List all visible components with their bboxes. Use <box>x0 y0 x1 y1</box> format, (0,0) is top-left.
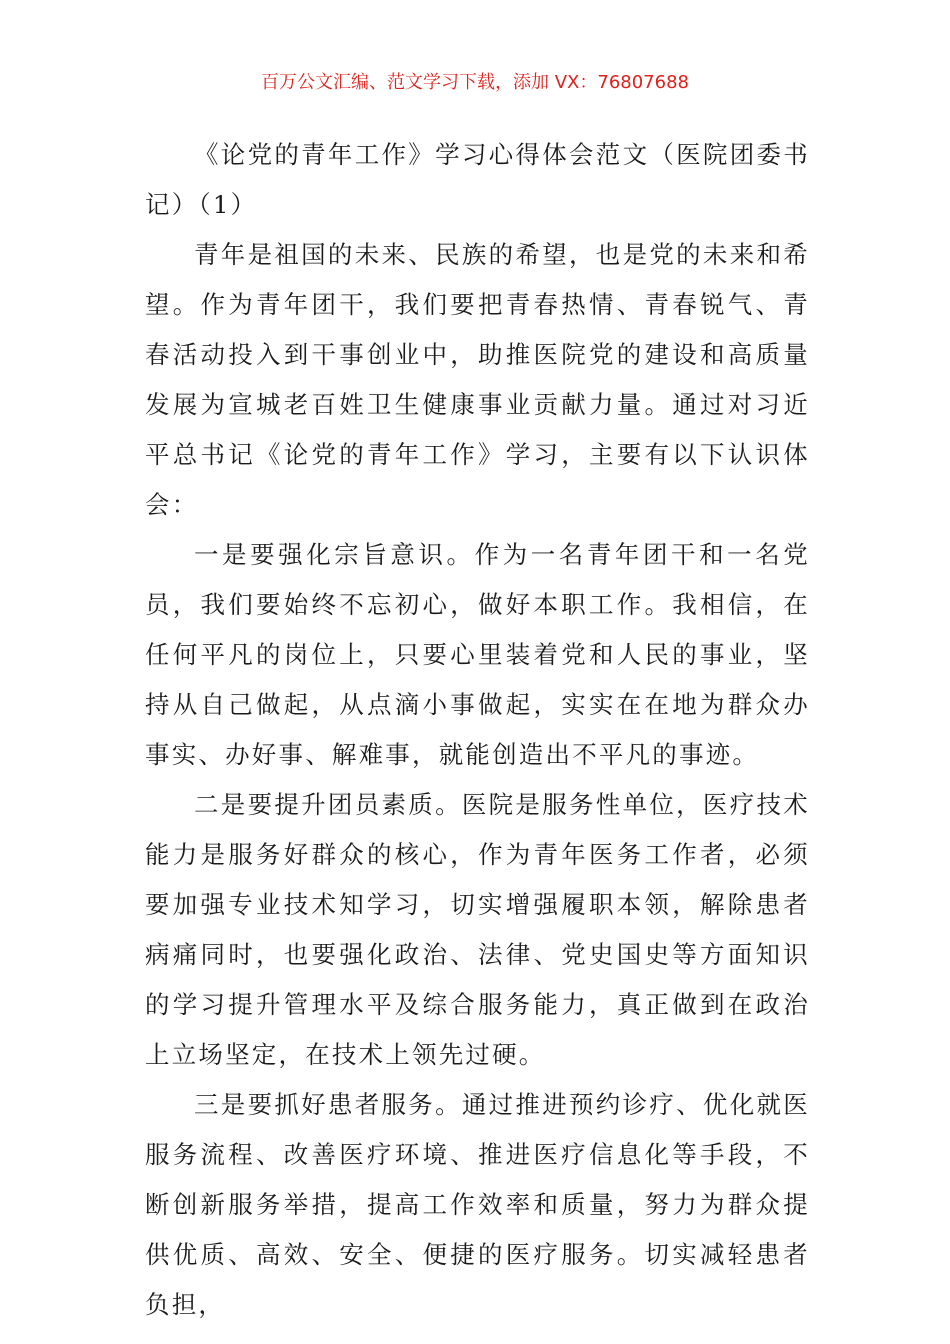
paragraph-point-two: 二是要提升团员素质。医院是服务性单位，医疗技术能力是服务好群众的核心，作为青年医务工作者，必须要加强专业技术知学习，切实增强履职本领，解除患者病痛同时，也要强化政治、法律、党史国史等方面知识的学习提升管理水平及综合服务能力，真正做到在政治上立场坚定，在技术上领先过硬。 <box>145 790 810 1069</box>
paragraph-point-three: 三是要抓好患者服务。通过推进预约诊疗、优化就医服务流程、改善医疗环境、推进医疗信息化等手段，不断创新服务举措，提高工作效率和质量，努力为群众提供优质、高效、安全、便捷的医疗服务。切实减轻患者负担， <box>145 1090 810 1319</box>
document-body <box>145 130 810 1330</box>
header-watermark-text: 百万公文汇编、范文学习下载，添加 VX：76807688 <box>261 72 689 93</box>
paragraph-intro: 青年是祖国的未来、民族的希望，也是党的未来和希望。作为青年团干，我们要把青春热情、青春锐气、青春活动投入到干事创业中，助推医院党的建设和高质量发展为宣城老百姓卫生健康事业贡献力量。通过对习近平总书记《论党的青年工作》学习，主要有以下认识体会： <box>145 240 810 519</box>
document-title: 《论党的青年工作》学习心得体会范文（医院团委书记）（1） <box>145 140 810 219</box>
paragraph-point-one: 一是要强化宗旨意识。作为一名青年团干和一名党员，我们要始终不忘初心，做好本职工作。我相信，在任何平凡的岗位上，只要心里装着党和人民的事业，坚持从自己做起，从点滴小事做起，实实在在地为群众办事实、办好事、解难事，就能创造出不平凡的事迹。 <box>145 540 810 769</box>
